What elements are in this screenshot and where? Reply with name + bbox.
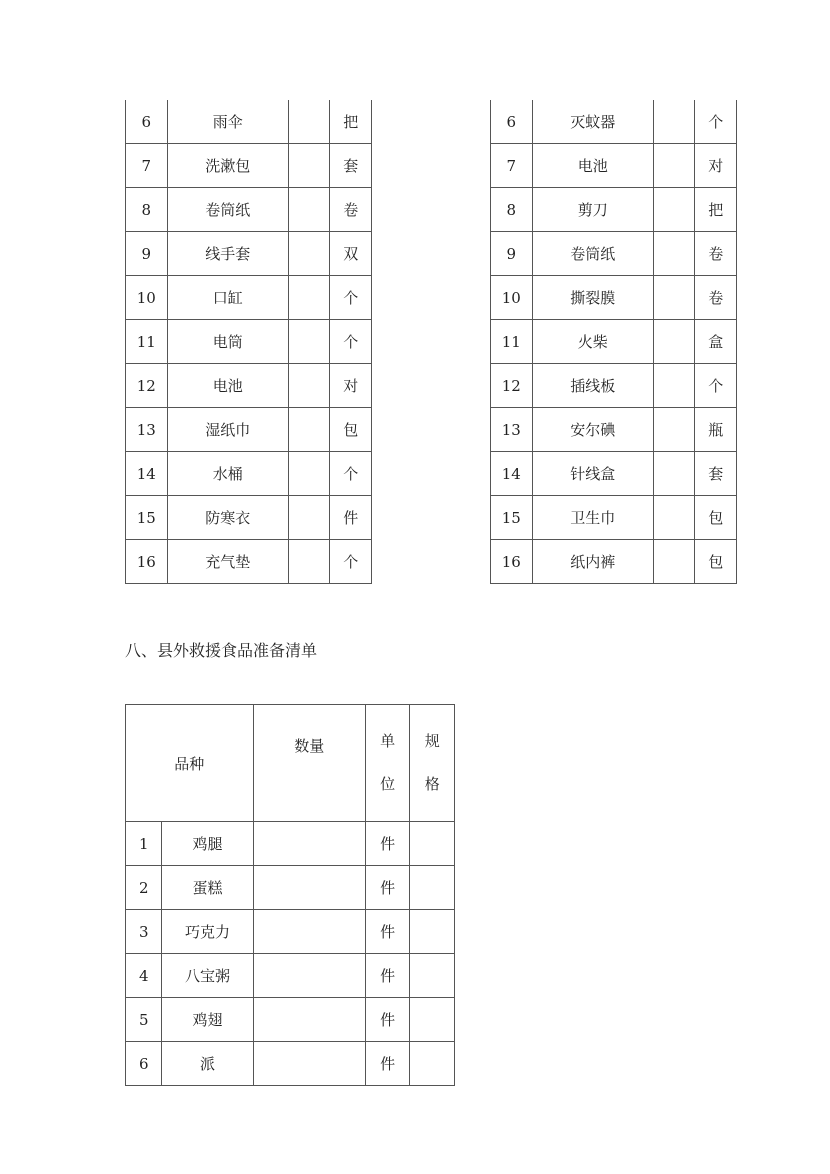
header-quantity: 数量 <box>253 705 365 822</box>
cell-num: 11 <box>491 320 533 364</box>
cell-num: 11 <box>126 320 168 364</box>
cell-unit: 件 <box>365 822 410 866</box>
cell-qty <box>253 910 365 954</box>
cell-num: 9 <box>126 232 168 276</box>
cell-unit: 包 <box>695 540 737 584</box>
cell-name: 水桶 <box>167 452 288 496</box>
cell-qty <box>288 408 330 452</box>
cell-name: 雨伞 <box>167 100 288 144</box>
cell-unit: 卷 <box>695 276 737 320</box>
food-table <box>125 704 455 1086</box>
cell-spec <box>410 910 455 954</box>
cell-unit: 个 <box>695 364 737 408</box>
cell-unit: 件 <box>330 496 372 540</box>
cell-unit: 件 <box>365 866 410 910</box>
header-unit-bottom: 位 <box>380 775 396 793</box>
table-row <box>126 822 455 866</box>
supply-table-right <box>490 100 737 584</box>
cell-qty <box>653 276 695 320</box>
cell-unit: 双 <box>330 232 372 276</box>
cell-num: 14 <box>126 452 168 496</box>
table-row <box>126 276 372 320</box>
cell-unit: 套 <box>695 452 737 496</box>
cell-spec <box>410 1042 455 1086</box>
cell-unit: 对 <box>330 364 372 408</box>
cell-name: 电池 <box>167 364 288 408</box>
cell-qty <box>653 188 695 232</box>
cell-unit: 盒 <box>695 320 737 364</box>
cell-unit: 个 <box>330 320 372 364</box>
table-row <box>126 364 372 408</box>
cell-num: 6 <box>491 100 533 144</box>
cell-qty <box>653 364 695 408</box>
cell-name: 灭蚊器 <box>532 100 653 144</box>
header-spec-top: 规 <box>424 732 440 750</box>
table-row <box>126 866 455 910</box>
cell-name: 派 <box>162 1042 253 1086</box>
table-row <box>126 100 372 144</box>
cell-unit: 瓶 <box>695 408 737 452</box>
cell-num: 8 <box>491 188 533 232</box>
table-row <box>126 954 455 998</box>
cell-spec <box>410 866 455 910</box>
cell-num: 16 <box>491 540 533 584</box>
cell-qty <box>288 232 330 276</box>
cell-num: 7 <box>126 144 168 188</box>
cell-name: 鸡翅 <box>162 998 253 1042</box>
cell-name: 电筒 <box>167 320 288 364</box>
cell-unit: 件 <box>365 1042 410 1086</box>
cell-unit: 件 <box>365 954 410 998</box>
cell-unit: 包 <box>695 496 737 540</box>
table-row <box>491 320 737 364</box>
cell-unit: 套 <box>330 144 372 188</box>
cell-qty <box>653 496 695 540</box>
table-row <box>126 910 455 954</box>
table-row <box>126 144 372 188</box>
cell-qty <box>253 954 365 998</box>
cell-name: 充气垫 <box>167 540 288 584</box>
cell-unit: 件 <box>365 998 410 1042</box>
cell-num: 15 <box>126 496 168 540</box>
cell-name: 剪刀 <box>532 188 653 232</box>
cell-qty <box>288 496 330 540</box>
supply-table-left <box>125 100 372 584</box>
cell-qty <box>288 540 330 584</box>
table-row <box>491 540 737 584</box>
table-row <box>126 188 372 232</box>
food-table-header-row <box>126 705 455 822</box>
cell-num: 7 <box>491 144 533 188</box>
header-unit <box>365 705 410 822</box>
food-table-body <box>126 705 455 1086</box>
section-heading: 八、县外救援食品准备清单 <box>125 641 318 660</box>
cell-name: 鸡腿 <box>162 822 253 866</box>
supply-table-left-body <box>126 100 372 584</box>
cell-name: 安尔碘 <box>532 408 653 452</box>
table-row <box>126 452 372 496</box>
cell-unit: 卷 <box>330 188 372 232</box>
table-row <box>126 1042 455 1086</box>
cell-num: 10 <box>126 276 168 320</box>
cell-spec <box>410 954 455 998</box>
table-row <box>491 496 737 540</box>
cell-name: 卷筒纸 <box>532 232 653 276</box>
cell-qty <box>288 276 330 320</box>
cell-unit: 件 <box>365 910 410 954</box>
cell-name: 纸内裤 <box>532 540 653 584</box>
cell-name: 电池 <box>532 144 653 188</box>
cell-name: 火柴 <box>532 320 653 364</box>
cell-name: 防寒衣 <box>167 496 288 540</box>
cell-num: 8 <box>126 188 168 232</box>
header-unit-top: 单 <box>380 732 396 750</box>
table-row <box>126 540 372 584</box>
cell-num: 1 <box>126 822 162 866</box>
cell-qty <box>653 540 695 584</box>
cell-name: 卷筒纸 <box>167 188 288 232</box>
cell-spec <box>410 998 455 1042</box>
table-row <box>491 276 737 320</box>
cell-qty <box>653 232 695 276</box>
cell-num: 3 <box>126 910 162 954</box>
cell-name: 湿纸巾 <box>167 408 288 452</box>
cell-num: 13 <box>491 408 533 452</box>
table-row <box>126 998 455 1042</box>
cell-qty <box>288 188 330 232</box>
cell-num: 9 <box>491 232 533 276</box>
table-row <box>126 320 372 364</box>
table-row <box>491 452 737 496</box>
cell-unit: 卷 <box>695 232 737 276</box>
cell-num: 12 <box>491 364 533 408</box>
cell-qty <box>288 364 330 408</box>
cell-name: 插线板 <box>532 364 653 408</box>
cell-unit: 把 <box>330 100 372 144</box>
cell-num: 14 <box>491 452 533 496</box>
cell-unit: 包 <box>330 408 372 452</box>
cell-unit: 把 <box>695 188 737 232</box>
cell-num: 2 <box>126 866 162 910</box>
cell-qty <box>288 100 330 144</box>
cell-name: 撕裂膜 <box>532 276 653 320</box>
cell-num: 5 <box>126 998 162 1042</box>
cell-qty <box>288 320 330 364</box>
cell-qty <box>653 320 695 364</box>
cell-name: 卫生巾 <box>532 496 653 540</box>
cell-name: 洗漱包 <box>167 144 288 188</box>
cell-unit: 对 <box>695 144 737 188</box>
table-row <box>126 232 372 276</box>
cell-qty <box>653 452 695 496</box>
table-row <box>126 496 372 540</box>
cell-num: 10 <box>491 276 533 320</box>
cell-name: 针线盒 <box>532 452 653 496</box>
cell-name: 线手套 <box>167 232 288 276</box>
cell-qty <box>253 1042 365 1086</box>
cell-num: 13 <box>126 408 168 452</box>
cell-num: 4 <box>126 954 162 998</box>
cell-name: 蛋糕 <box>162 866 253 910</box>
cell-unit: 个 <box>330 452 372 496</box>
cell-unit: 个 <box>695 100 737 144</box>
supply-table-right-body <box>491 100 737 584</box>
cell-qty <box>253 866 365 910</box>
cell-qty <box>653 144 695 188</box>
table-row <box>491 408 737 452</box>
cell-qty <box>653 408 695 452</box>
cell-name: 口缸 <box>167 276 288 320</box>
cell-num: 15 <box>491 496 533 540</box>
cell-num: 6 <box>126 100 168 144</box>
cell-num: 16 <box>126 540 168 584</box>
cell-name: 巧克力 <box>162 910 253 954</box>
cell-qty <box>253 998 365 1042</box>
cell-num: 6 <box>126 1042 162 1086</box>
cell-qty <box>253 822 365 866</box>
cell-qty <box>653 100 695 144</box>
cell-qty <box>288 144 330 188</box>
header-spec <box>410 705 455 822</box>
header-spec-bottom: 格 <box>424 775 440 793</box>
table-row <box>491 144 737 188</box>
table-row <box>491 364 737 408</box>
table-row <box>491 232 737 276</box>
cell-unit: 个 <box>330 276 372 320</box>
cell-num: 12 <box>126 364 168 408</box>
header-variety: 品种 <box>126 705 254 822</box>
table-row <box>126 408 372 452</box>
cell-name: 八宝粥 <box>162 954 253 998</box>
cell-spec <box>410 822 455 866</box>
table-row <box>491 188 737 232</box>
cell-unit: 个 <box>330 540 372 584</box>
table-row <box>491 100 737 144</box>
cell-qty <box>288 452 330 496</box>
